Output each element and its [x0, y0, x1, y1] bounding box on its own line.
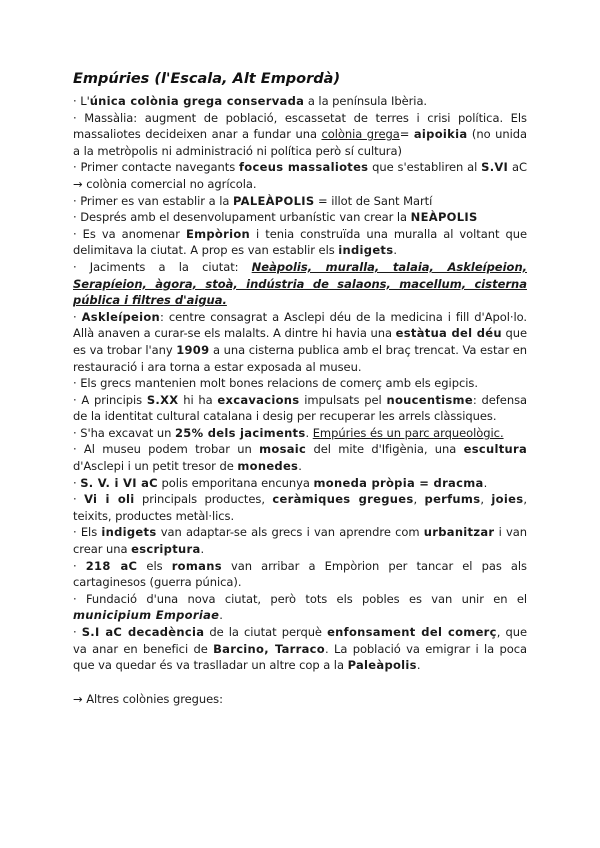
paragraph: · Askleípeion: centre consagrat a Asclepi déu de la medicina i fill d'Apol·lo. Allà anaven a curar-se els malalts. A dintre hi havia una estàtua del déu que es va trobar l'any 1909 a una cisterna publica amb el braç trencat. Va estar en restauració i ara torna a estar exposada al museu.	[73, 309, 527, 374]
paragraph: · S'ha excavat un 25% dels jaciments. Empúries és un parc arqueològic.	[73, 425, 504, 440]
paragraph: · Primer contacte navegants foceus massaliotes que s'establiren al S.VI aC → colònia comercial no agrícola.	[73, 160, 527, 191]
document-body	[73, 70, 527, 707]
paragraph: · Els grecs mantenien molt bones relacions de comerç amb els egipcis.	[73, 376, 478, 391]
paragraph: · Primer es van establir a la PALEÀPOLIS = illot de Sant Martí	[73, 193, 433, 208]
paragraph: · L'única colònia grega conservada a la península Ibèria.	[73, 94, 428, 108]
paragraph: · Els indigets van adaptar-se als grecs i van aprendre com urbanitzar i van crear una escriptura.	[73, 525, 527, 557]
paragraph: · S. V. i VI aC polis emporitana encunya moneda pròpia = dracma.	[73, 475, 488, 490]
paragraph: · Es va anomenar Empòrion i tenia construïda una muralla al voltant que delimitava la ciutat. A prop es van establir els indigets.	[73, 226, 527, 258]
paragraph: · Fundació d'una nova ciutat, però tots els pobles es van unir en el municipium Emporiae.	[73, 591, 527, 623]
paragraph: · Després amb el desenvolupament urbanístic van crear la NEÀPOLIS	[73, 210, 478, 225]
paragraph: · S.I aC decadència de la ciutat perquè enfonsament del comerç, que va anar en benefici de Barcino, Tarraco. La població va emigrar i la poca que va quedar és va traslladar un altre cop a la Paleàpolis.	[73, 625, 528, 673]
paragraph: · Al museu podem trobar un mosaic del mite d'Ifigènia, una escultura d'Asclepi i un petit tresor de monedes.	[73, 442, 528, 474]
section-heading: → Altres colònies gregues:	[73, 691, 223, 706]
paragraph: · Jaciments a la ciutat: Neàpolis, muralla, talaia, Askleípeion, Serapíeion, àgora, stoà, indústria de salaons, macellum, cisterna pública i filtres d'aigua.	[73, 259, 527, 308]
paragraph: · Vi i oli principals productes, ceràmiques gregues, perfums, joies, teixits, productes metàl·lics.	[73, 492, 527, 523]
page-title: Empúries (l'Escala, Alt Empordà)	[73, 71, 341, 87]
paragraph: · A principis S.XX hi ha excavacions impulsats pel noucentisme: defensa de la identitat cultural catalana i desig per recuperar les arrels clàssiques.	[73, 392, 528, 424]
spacer	[73, 674, 527, 691]
paragraph: · Massàlia: augment de població, escassetat de terres i crisi política. Els massaliotes decideixen anar a fundar una colònia grega= aipoikia (no unida a la metròpolis ni administració ni política però sí cultura)	[73, 110, 527, 158]
paragraph: · 218 aC els romans van arribar a Empòrion per tancar el pas als cartaginesos (guerra púnica).	[73, 558, 527, 590]
